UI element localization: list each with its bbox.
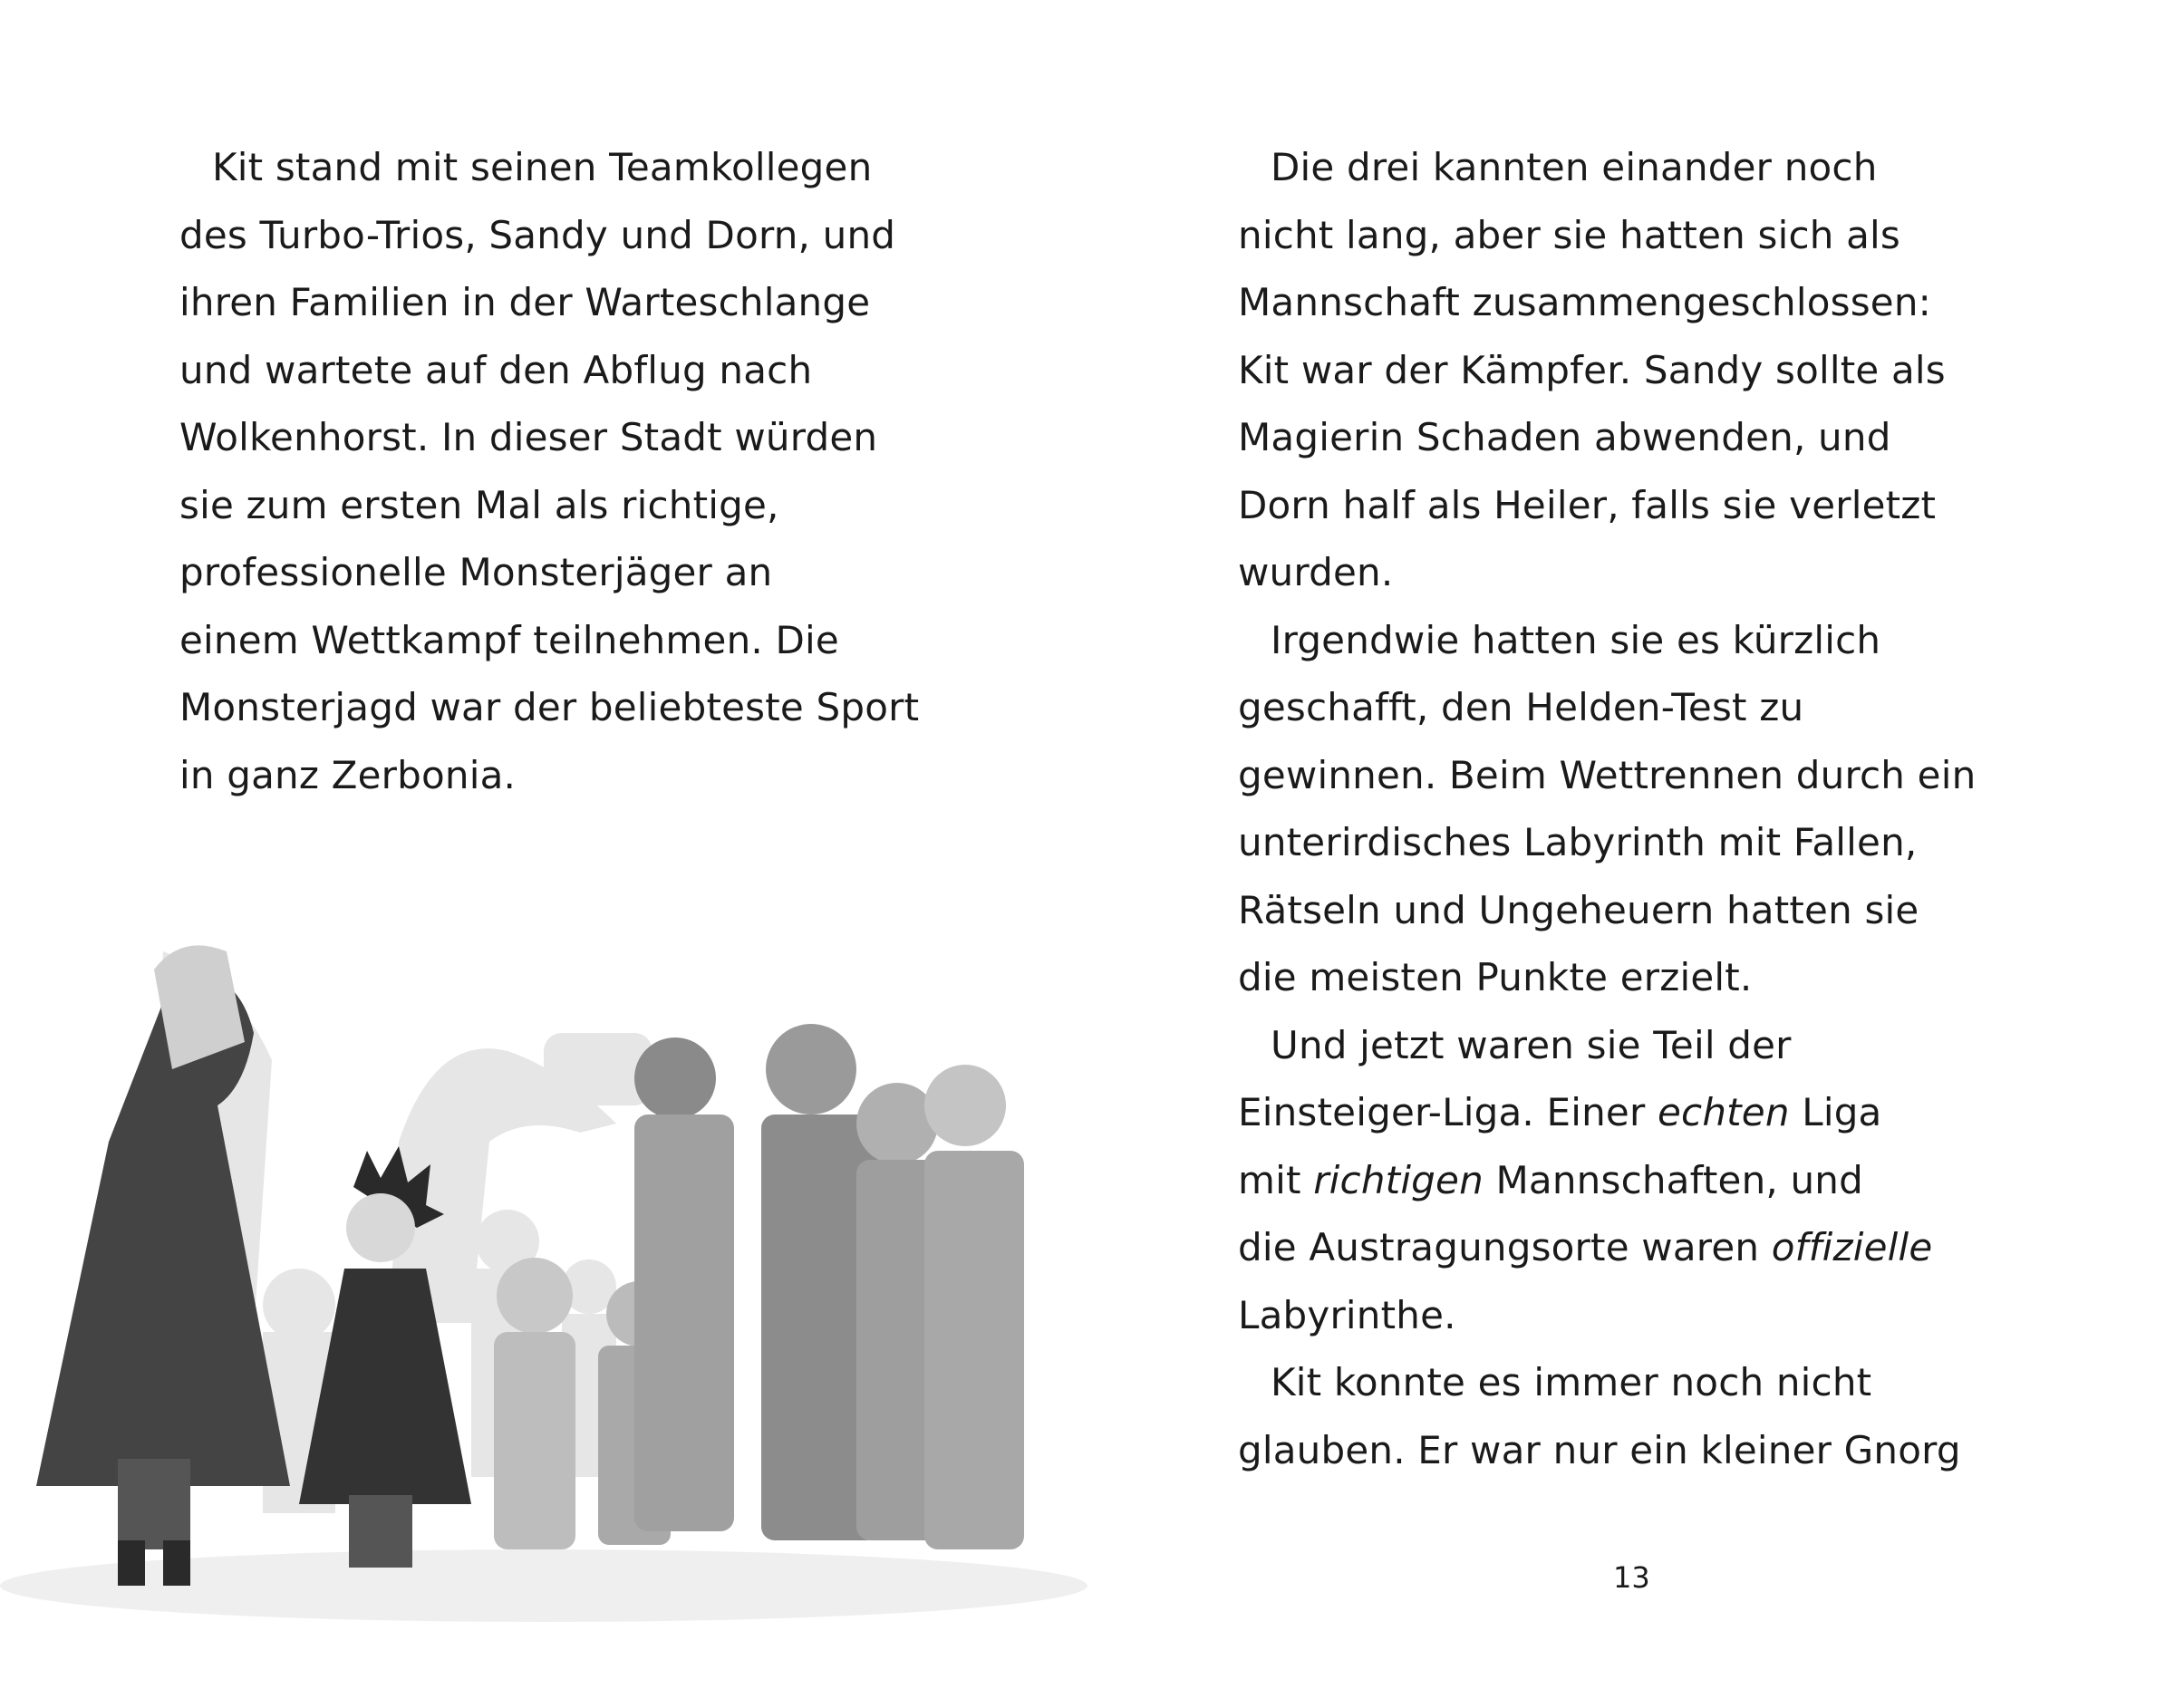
page-number: 13 bbox=[1613, 1560, 1650, 1595]
emphasis: richtigen bbox=[1313, 1157, 1484, 1202]
text-line: gewinnen. Beim Wettrennen durch ein bbox=[1238, 752, 1977, 797]
right-text-column bbox=[1238, 134, 1976, 1484]
text-line: Kit stand mit seinen Teamkollegen bbox=[212, 145, 873, 189]
text-line: Mannschaft zusammengeschlossen: bbox=[1238, 280, 1932, 324]
left-text-column bbox=[179, 134, 919, 809]
text-line: Labyrinthe. bbox=[1238, 1292, 1456, 1337]
emphasis: offizielle bbox=[1771, 1225, 1933, 1269]
text-line: wurden. bbox=[1238, 550, 1394, 594]
illustration-crowd bbox=[0, 915, 1106, 1622]
text-segment: Liga bbox=[1789, 1090, 1882, 1134]
adults-figures bbox=[634, 1024, 1024, 1549]
text-line: in ganz Zerbonia. bbox=[179, 752, 517, 797]
text-line: Monsterjagd war der beliebteste Sport bbox=[179, 685, 920, 729]
text-line: nicht lang, aber sie hatten sich als bbox=[1238, 212, 1901, 257]
text-line: Dorn half als Heiler, falls sie verletzt bbox=[1238, 482, 1937, 527]
text-segment: die Austragungsorte waren bbox=[1238, 1225, 1772, 1269]
text-segment: Mannschaften, und bbox=[1483, 1157, 1863, 1202]
text-line: Die drei kannten einander noch bbox=[1271, 145, 1878, 189]
text-line: Und jetzt waren sie Teil der bbox=[1271, 1022, 1792, 1067]
text-line: Kit konnte es immer noch nicht bbox=[1271, 1360, 1872, 1404]
text-line: Wolkenhorst. In dieser Stadt würden bbox=[179, 415, 878, 459]
text-line: sie zum ersten Mal als richtige, bbox=[179, 482, 779, 527]
text-line: des Turbo-Trios, Sandy und Dorn, und bbox=[179, 212, 896, 257]
text-line: professionelle Monsterjäger an bbox=[179, 550, 773, 594]
text-line bbox=[1238, 1079, 1976, 1147]
text-line: und wartete auf den Abflug nach bbox=[179, 347, 813, 392]
text-line bbox=[1238, 1147, 1976, 1215]
text-line: Rätseln und Ungeheuern hatten sie bbox=[1238, 887, 1919, 932]
text-line: einem Wettkampf teilnehmen. Die bbox=[179, 617, 839, 662]
text-line: die meisten Punkte erzielt. bbox=[1238, 955, 1753, 999]
text-line bbox=[1238, 1214, 1976, 1282]
text-line: Magierin Schaden abwenden, und bbox=[1238, 415, 1891, 459]
text-segment: mit bbox=[1238, 1157, 1314, 1202]
text-line: ihren Familien in der Warteschlange bbox=[179, 280, 871, 324]
text-line: geschafft, den Helden-Test zu bbox=[1238, 685, 1804, 729]
emphasis: echten bbox=[1657, 1090, 1790, 1134]
text-line: Kit war der Kämpfer. Sandy sollte als bbox=[1238, 347, 1946, 392]
text-line: Irgendwie hatten sie es kürzlich bbox=[1271, 617, 1881, 662]
text-segment: Einsteiger-Liga. Einer bbox=[1238, 1090, 1658, 1134]
text-line: glauben. Er war nur ein kleiner Gnorg bbox=[1238, 1427, 1961, 1472]
text-line: unterirdisches Labyrinth mit Fallen, bbox=[1238, 820, 1918, 864]
